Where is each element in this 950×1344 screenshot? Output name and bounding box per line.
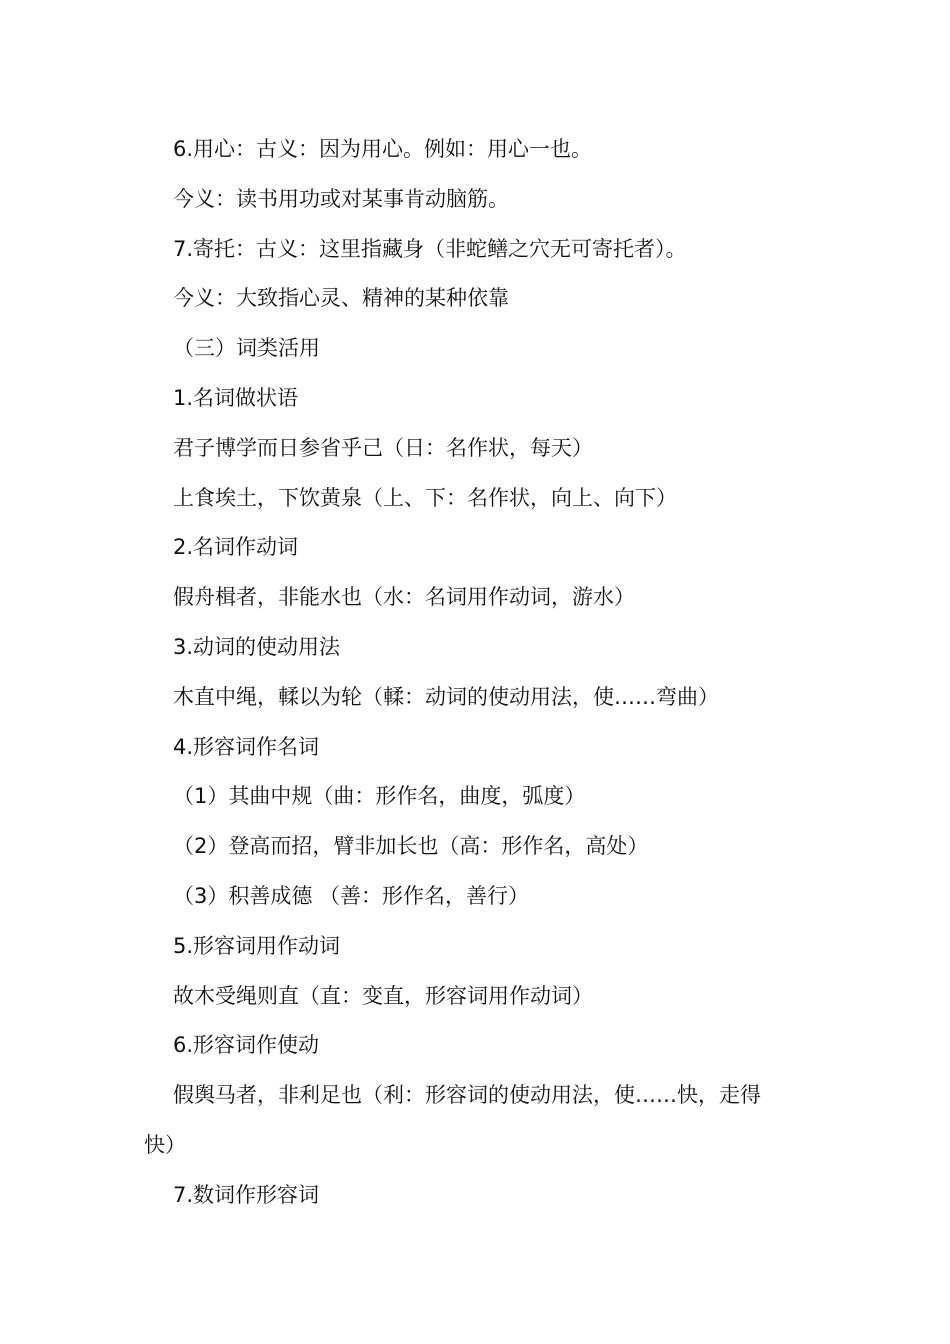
text-line: 假舟楫者，非能水也（水：名词用作动词，游水） xyxy=(173,585,635,610)
text-line: （2）登高而招，臂非加长也（高：形作名，高处） xyxy=(173,834,649,859)
text-line: 6.用心：古义：因为用心。例如：用心一也。 xyxy=(173,137,593,161)
text-line: 今义：读书用功或对某事肯动脑筋。 xyxy=(173,186,509,211)
text-line: 今义：大致指心灵、精神的某种依靠 xyxy=(173,286,509,311)
subsection-heading: 5.形容词用作动词 xyxy=(173,933,341,958)
text-line: （3）积善成德 （善：形作名，善行） xyxy=(173,883,530,908)
text-line: 君子博学而日参省乎己（日：名作状，每天） xyxy=(173,435,593,460)
subsection-heading: 1.名词做状语 xyxy=(173,385,299,410)
text-line: 故木受绳则直（直：变直，形容词用作动词） xyxy=(173,983,593,1008)
text-line: （1）其曲中规（曲：形作名，曲度，弧度） xyxy=(173,784,586,809)
subsection-heading: 3.动词的使动用法 xyxy=(173,634,341,659)
text-line: 上食埃土，下饮黄泉（上、下：名作状，向上、向下） xyxy=(173,485,677,510)
text-line: 木直中绳，輮以为轮（輮：动词的使动用法，使……弯曲） xyxy=(173,684,719,709)
text-line: 7.寄托：古义：这里指藏身（非蛇鳝之穴无可寄托者）。 xyxy=(173,236,687,261)
text-line-continuation: 快） xyxy=(144,1132,186,1157)
subsection-heading: 4.形容词作名词 xyxy=(173,734,320,759)
text-line: 假舆马者，非利足也（利：形容词的使动用法，使……快，走得 xyxy=(173,1083,761,1108)
subsection-heading: 6.形容词作使动 xyxy=(173,1033,320,1058)
section-heading: （三）词类活用 xyxy=(173,336,320,361)
subsection-heading: 2.名词作动词 xyxy=(173,535,299,560)
subsection-heading: 7.数词作形容词 xyxy=(173,1182,320,1207)
document-body xyxy=(144,125,814,1221)
